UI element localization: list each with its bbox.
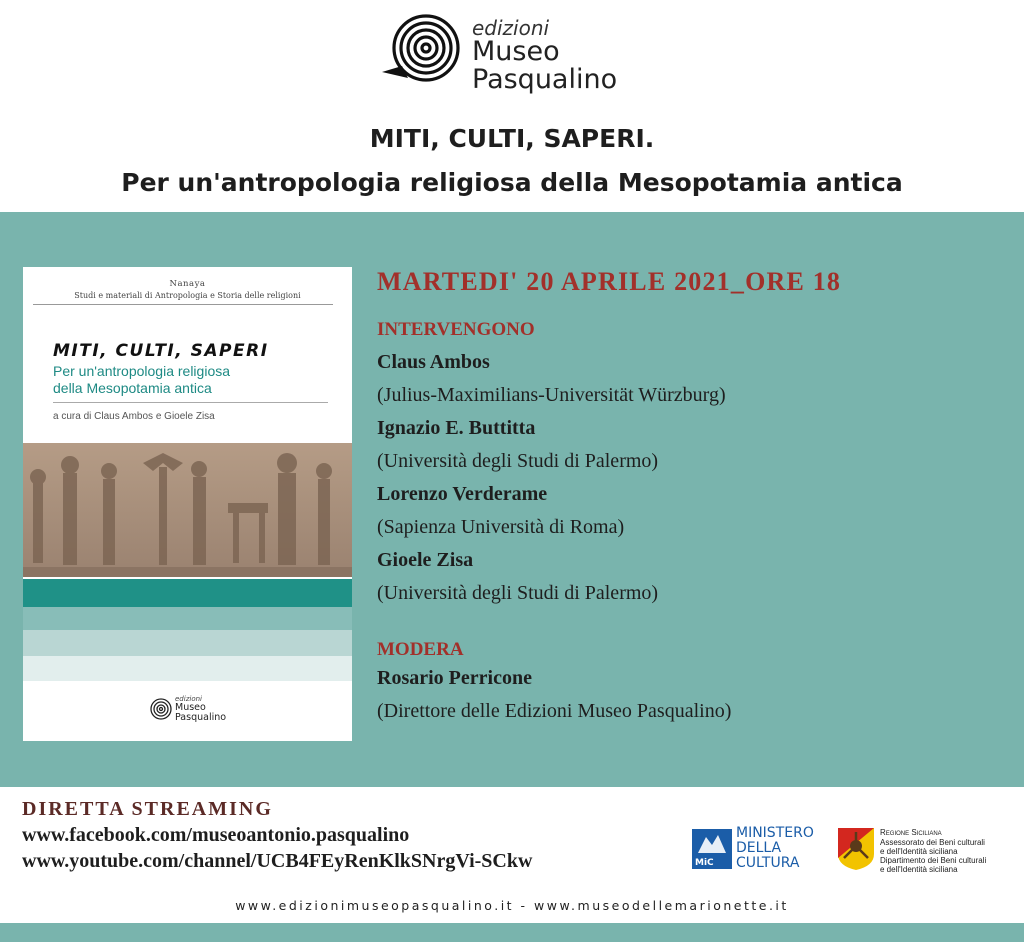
book-subtitle-2: della Mesopotamia antica (53, 380, 212, 396)
assyrian-relief-image (23, 443, 352, 577)
cover-stripe-3 (23, 630, 352, 656)
cover-stripe-2 (23, 607, 352, 630)
speaker-affiliation: (Università degli Studi di Palermo) (377, 582, 659, 604)
event-title: MITI, CULTI, SAPERI. (369, 124, 655, 153)
mic-line-2: DELLA (736, 840, 782, 856)
book-divider-2 (53, 402, 328, 403)
book-series-name: Nanaya (169, 279, 206, 289)
speaker-name: Ignazio E. Buttitta (377, 417, 536, 439)
book-publisher-logo (147, 695, 237, 725)
mic-badge-text: MiC (695, 858, 714, 868)
regione-line-5: e dell'Identità siciliana (880, 865, 958, 874)
publisher-logo (380, 10, 650, 95)
book-subtitle-1: Per un'antropologia religiosa (53, 363, 231, 379)
ministero-cultura-logo (692, 826, 827, 872)
logo-text-museo: Museo (472, 36, 560, 67)
book-cover (23, 267, 352, 741)
cover-stripe-1 (23, 579, 352, 607)
speaker-affiliation: (Julius-Maximilians-Universität Würzburg) (377, 384, 726, 406)
mic-badge (692, 829, 732, 869)
logo-text-pasqualino: Pasqualino (472, 64, 618, 95)
regione-line-3: e dell'Identità siciliana (880, 847, 958, 856)
speakers-list (377, 346, 997, 610)
speaker-affiliation: (Sapienza Università di Roma) (377, 516, 625, 538)
regione-line-2: Assessorato dei Beni culturali (880, 838, 985, 847)
mic-line-1: MINISTERO (736, 825, 814, 841)
book-editors: a cura di Claus Ambos e Gioele Zisa (53, 411, 215, 422)
cover-stripe-4 (23, 656, 352, 681)
spiral-icon (147, 697, 173, 723)
speaker-name: Gioele Zisa (377, 549, 474, 571)
facebook-link[interactable]: www.facebook.com/museoantonio.pasqualino (22, 824, 410, 846)
trinacria-shield-icon (838, 828, 874, 870)
speaker-affiliation: (Università degli Studi di Palermo) (377, 450, 659, 472)
spiral-icon (380, 10, 468, 92)
speaker-name: Claus Ambos (377, 351, 490, 373)
book-title: MITI, CULTI, SAPERI (53, 341, 269, 361)
event-info (377, 262, 997, 728)
speakers-label: INTERVENGONO (377, 319, 535, 340)
regione-line-1: Regione Siciliana (880, 828, 942, 837)
book-divider (33, 304, 333, 305)
regione-siciliana-logo (838, 826, 1008, 876)
speaker-name: Lorenzo Verderame (377, 483, 548, 505)
bottom-teal-band (0, 923, 1024, 942)
moderator-affiliation: (Direttore delle Edizioni Museo Pasqualino) (377, 700, 732, 722)
book-logo-pasqualino: Pasqualino (175, 712, 227, 723)
event-subtitle: Per un'antropologia religiosa della Mesopotamia antica (121, 168, 903, 197)
book-series-desc: Studi e materiali di Antropologia e Storia delle religioni (74, 291, 301, 300)
event-date: MARTEDI' 20 APRILE 2021_ORE 18 (377, 267, 842, 296)
moderator-label: MODERA (377, 639, 464, 660)
youtube-link[interactable]: www.youtube.com/channel/UCB4FEyRenKlkSNrgVi-SCkw (22, 850, 533, 872)
logo-text-edizioni: edizioni (472, 16, 550, 40)
book-logo-museo: Museo (175, 702, 206, 713)
footer-websites[interactable]: www.edizionimuseopasqualino.it - www.museodellemarionette.it (235, 898, 789, 913)
regione-line-4: Dipartimento dei Beni culturali (880, 856, 987, 865)
book-logo-edizioni: edizioni (175, 695, 202, 703)
moderator-name: Rosario Perricone (377, 667, 532, 689)
streaming-label: DIRETTA STREAMING (22, 798, 273, 820)
mic-line-3: CULTURA (736, 855, 800, 871)
mic-emblem-icon (692, 829, 732, 857)
